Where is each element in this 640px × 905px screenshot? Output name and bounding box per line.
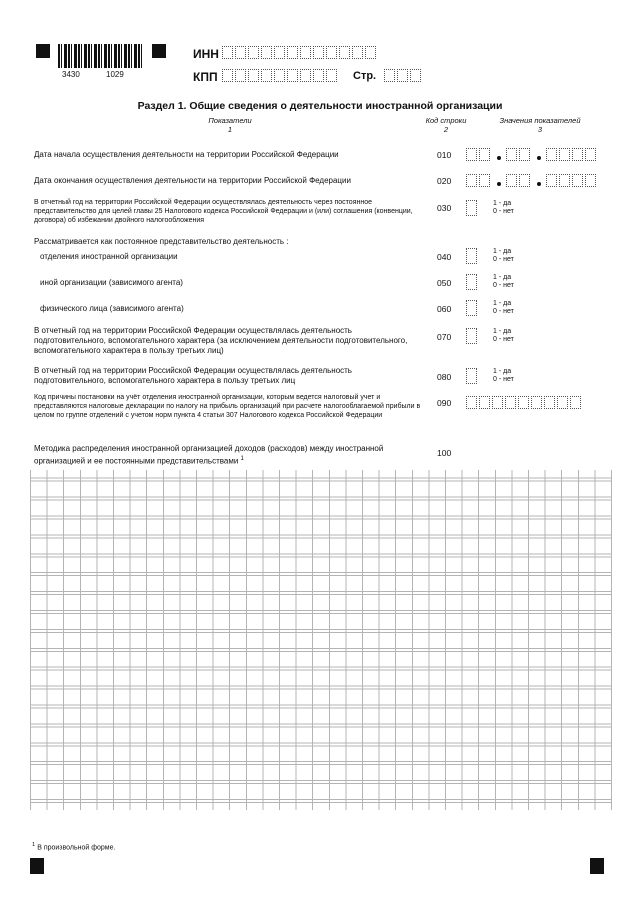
footnote: $^1$ В произвольной форме.	[32, 842, 116, 852]
row-050-code: 050	[437, 278, 452, 288]
row-050-value-field[interactable]	[466, 274, 479, 290]
corner-marker-bottom-right	[590, 858, 604, 874]
row-090-label: Код причины постановки на учёт отделения иностранной организации, которым ведется налоговый учет и представляются налоговые декларации по налогу на прибыль организаций при расчете налогооблагаемой прибыли в целом по группе отделений с учетом норм пункта 4 статьи 307 Налогового кодекса Российской Федерации	[34, 394, 421, 419]
row-070-legend: 1 - да 0 - нет	[493, 328, 514, 343]
row-030-value-field[interactable]	[466, 200, 479, 216]
barcode-number-right: 1029	[106, 70, 124, 79]
date-separator	[537, 156, 541, 160]
date-separator	[497, 182, 501, 186]
row-080-legend: 1 - да 0 - нет	[493, 368, 514, 383]
row-070-value-field[interactable]	[466, 328, 479, 344]
row-030-code: 030	[437, 203, 452, 213]
row-040-value-field[interactable]	[466, 248, 479, 264]
row-030-legend: 1 - да 0 - нет	[493, 200, 514, 215]
corner-marker-top-left	[36, 44, 50, 58]
row-050-legend: 1 - да 0 - нет	[493, 274, 514, 289]
corner-marker-bottom-left	[30, 858, 44, 874]
row-considered-label: Рассматривается как постоянное представительство деятельность :	[34, 237, 289, 246]
row-040-label: отделения иностранной организации	[40, 252, 178, 261]
start-date-year-field[interactable]	[546, 148, 598, 161]
kpp-label: КПП	[193, 70, 218, 84]
column-header-indicators: Показатели 1	[208, 116, 252, 134]
row-090-code: 090	[437, 398, 452, 408]
barcode-number-left: 3430	[62, 70, 80, 79]
row-070-label: В отчетный год на территории Российской Федерации осуществлялась деятельность подготовительного, вспомогательного характера (за исключением деятельности подготовительного, вспомогательного характера в пользу третьих лиц)	[34, 326, 408, 355]
inn-label: ИНН	[193, 47, 219, 61]
start-date-day-field[interactable]	[466, 148, 492, 161]
kpp-field[interactable]	[222, 69, 339, 82]
row-010-label: Дата начала осуществления деятельности на территории Российской Федерации	[34, 150, 339, 159]
row-070-code: 070	[437, 332, 452, 342]
row-080-label: В отчетный год на территории Российской Федерации осуществлялась деятельность подготовительного, вспомогательного характера в пользу третьих лиц	[34, 366, 352, 385]
corner-marker-top-right	[152, 44, 166, 58]
row-080-value-field[interactable]	[466, 368, 479, 384]
row-100-label: Методика распределения иностранной организацией доходов (расходов) между иностранной организацией и ее постоянными представительствами $^1$	[34, 444, 384, 466]
row-060-code: 060	[437, 304, 452, 314]
row-060-legend: 1 - да 0 - нет	[493, 300, 514, 315]
kpp-group-field[interactable]	[466, 396, 583, 409]
barcode	[58, 44, 142, 78]
page-number-field[interactable]	[384, 69, 423, 82]
end-date-day-field[interactable]	[466, 174, 492, 187]
end-date-year-field[interactable]	[546, 174, 598, 187]
row-020-code: 020	[437, 176, 452, 186]
row-020-label: Дата окончания осуществления деятельности на территории Российской Федерации	[34, 176, 351, 185]
methodology-text-grid[interactable]	[30, 470, 612, 810]
row-040-code: 040	[437, 252, 452, 262]
row-030-label: В отчетный год на территории Российской Федерации осуществлялась деятельность через постоянное представительство для целей главы 25 Налогового кодекса Российской Федерации и (или) соглашения (конвенции, договора) об избежании двойного налогообложения	[34, 199, 413, 224]
inn-field[interactable]	[222, 46, 378, 59]
row-050-label: иной организации (зависимого агента)	[40, 278, 183, 287]
page-label: Стр.	[353, 70, 377, 82]
row-040-legend: 1 - да 0 - нет	[493, 248, 514, 263]
date-separator	[497, 156, 501, 160]
column-header-line-code: Код строки 2	[425, 116, 467, 134]
start-date-month-field[interactable]	[506, 148, 532, 161]
row-060-label: физического лица (зависимого агента)	[40, 304, 184, 313]
section-title: Раздел 1. Общие сведения о деятельности иностранной организации	[137, 100, 503, 112]
date-separator	[537, 182, 541, 186]
row-010-code: 010	[437, 150, 452, 160]
column-header-values: Значения показателей 3	[499, 116, 581, 134]
row-060-value-field[interactable]	[466, 300, 479, 316]
barcode-bars	[58, 44, 142, 68]
row-080-code: 080	[437, 372, 452, 382]
end-date-month-field[interactable]	[506, 174, 532, 187]
row-100-code: 100	[437, 448, 452, 458]
